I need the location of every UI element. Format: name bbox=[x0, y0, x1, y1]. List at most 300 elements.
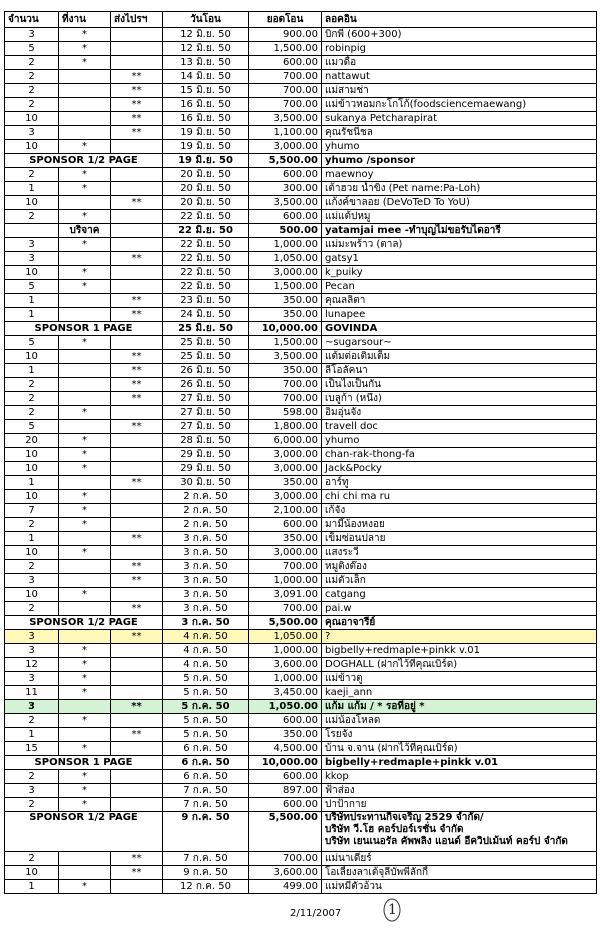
ship-cell: ** bbox=[111, 560, 163, 574]
amount-cell: 600.00 bbox=[249, 210, 322, 224]
amount-cell: 10,000.00 bbox=[249, 322, 322, 336]
stage-cell bbox=[59, 196, 111, 210]
ship-cell: ** bbox=[111, 852, 163, 866]
amount-cell: 5,500.00 bbox=[249, 616, 322, 630]
ship-cell: ** bbox=[111, 196, 163, 210]
login-cell: เข็มซ่อนปลาย bbox=[322, 532, 597, 546]
header-ship: ส่งไปรฯ bbox=[111, 12, 163, 28]
amount-cell: 1,050.00 bbox=[249, 252, 322, 266]
stage-cell bbox=[59, 126, 111, 140]
amount-cell: 900.00 bbox=[249, 28, 322, 42]
qty-cell: 1 bbox=[5, 364, 59, 378]
table-row bbox=[5, 84, 597, 98]
amount-cell: 700.00 bbox=[249, 378, 322, 392]
stage-cell: * bbox=[59, 434, 111, 448]
stage-cell: * bbox=[59, 588, 111, 602]
table-row bbox=[5, 476, 597, 490]
qty-cell: 2 bbox=[5, 84, 59, 98]
date-cell: 3 ก.ค. 50 bbox=[163, 546, 249, 560]
stage-cell: * bbox=[59, 880, 111, 894]
date-cell: 29 มิ.ย. 50 bbox=[163, 448, 249, 462]
ship-cell: ** bbox=[111, 700, 163, 714]
header-name: ลอคอิน bbox=[322, 12, 597, 28]
sponsor-label: SPONSOR 1/2 PAGE bbox=[5, 154, 163, 168]
qty-cell: 2 bbox=[5, 518, 59, 532]
table-row bbox=[5, 98, 597, 112]
date-cell: 4 ก.ค. 50 bbox=[163, 658, 249, 672]
qty-cell: 10 bbox=[5, 266, 59, 280]
ship-cell bbox=[111, 238, 163, 252]
date-cell: 3 ก.ค. 50 bbox=[163, 588, 249, 602]
table-row bbox=[5, 462, 597, 476]
qty-cell: 1 bbox=[5, 728, 59, 742]
qty-cell: 2 bbox=[5, 798, 59, 812]
qty-cell: 1 bbox=[5, 308, 59, 322]
table-row bbox=[5, 812, 597, 852]
stage-cell: * bbox=[59, 798, 111, 812]
ship-cell: ** bbox=[111, 112, 163, 126]
date-cell: 5 ก.ค. 50 bbox=[163, 714, 249, 728]
date-cell: 2 ก.ค. 50 bbox=[163, 490, 249, 504]
amount-cell: 700.00 bbox=[249, 392, 322, 406]
date-cell: 7 ก.ค. 50 bbox=[163, 852, 249, 866]
stage-cell bbox=[59, 392, 111, 406]
qty-cell: 1 bbox=[5, 532, 59, 546]
login-cell: ~sugarsour~ bbox=[322, 336, 597, 350]
login-cell: แก้ม แก้ม / * รอที่อยู่ * bbox=[322, 700, 597, 714]
amount-cell: 350.00 bbox=[249, 476, 322, 490]
date-cell: 26 มิ.ย. 50 bbox=[163, 364, 249, 378]
qty-cell: 15 bbox=[5, 742, 59, 756]
date-cell: 22 มิ.ย. 50 bbox=[163, 266, 249, 280]
date-cell: 2 ก.ค. 50 bbox=[163, 504, 249, 518]
table-row bbox=[5, 364, 597, 378]
date-cell: 19 มิ.ย. 50 bbox=[163, 154, 249, 168]
table-row bbox=[5, 518, 597, 532]
date-cell: 29 มิ.ย. 50 bbox=[163, 462, 249, 476]
stage-cell: * bbox=[59, 462, 111, 476]
amount-cell: 350.00 bbox=[249, 532, 322, 546]
login-cell: แม่มะพร้าว (ตาล) bbox=[322, 238, 597, 252]
table-row bbox=[5, 56, 597, 70]
stage-cell: * bbox=[59, 644, 111, 658]
qty-cell: 2 bbox=[5, 210, 59, 224]
stage-cell: * bbox=[59, 280, 111, 294]
ship-cell bbox=[111, 644, 163, 658]
table-row bbox=[5, 756, 597, 770]
login-cell: lunapee bbox=[322, 308, 597, 322]
qty-cell: 5 bbox=[5, 280, 59, 294]
stage-cell: * bbox=[59, 504, 111, 518]
qty-cell: 10 bbox=[5, 866, 59, 880]
stage-cell: * bbox=[59, 658, 111, 672]
date-cell: 3 ก.ค. 50 bbox=[163, 574, 249, 588]
ship-cell: ** bbox=[111, 350, 163, 364]
login-cell: คุณรัชนีชล bbox=[322, 126, 597, 140]
login-cell: maewnoy bbox=[322, 168, 597, 182]
amount-cell: 1,100.00 bbox=[249, 126, 322, 140]
amount-cell: 598.00 bbox=[249, 406, 322, 420]
ship-cell bbox=[111, 224, 163, 238]
date-cell: 25 มิ.ย. 50 bbox=[163, 322, 249, 336]
date-cell: 4 ก.ค. 50 bbox=[163, 630, 249, 644]
amount-cell: 350.00 bbox=[249, 364, 322, 378]
amount-cell: 600.00 bbox=[249, 518, 322, 532]
login-cell: เบลูก้า (หนึ่ง) bbox=[322, 392, 597, 406]
qty-cell: 2 bbox=[5, 378, 59, 392]
amount-cell: 300.00 bbox=[249, 182, 322, 196]
date-cell: 22 มิ.ย. 50 bbox=[163, 224, 249, 238]
date-cell: 22 มิ.ย. 50 bbox=[163, 238, 249, 252]
footer-date: 2/11/2007 bbox=[290, 908, 342, 919]
date-cell: 20 มิ.ย. 50 bbox=[163, 196, 249, 210]
table-row bbox=[5, 798, 597, 812]
amount-cell: 5,500.00 bbox=[249, 154, 322, 168]
stage-cell bbox=[59, 84, 111, 98]
qty-cell: 3 bbox=[5, 28, 59, 42]
login-cell: แม่หมีตัวอ้วน bbox=[322, 880, 597, 894]
stage-cell: * bbox=[59, 238, 111, 252]
date-cell: 30 มิ.ย. 50 bbox=[163, 476, 249, 490]
ship-cell bbox=[111, 784, 163, 798]
login-cell: yhumo /sponsor bbox=[322, 154, 597, 168]
login-cell: โรยจัง bbox=[322, 728, 597, 742]
table-row bbox=[5, 880, 597, 894]
table-row bbox=[5, 224, 597, 238]
ship-cell bbox=[111, 434, 163, 448]
table-row bbox=[5, 28, 597, 42]
qty-cell: 2 bbox=[5, 714, 59, 728]
table-row bbox=[5, 322, 597, 336]
amount-cell: 1,800.00 bbox=[249, 420, 322, 434]
date-cell: 5 ก.ค. 50 bbox=[163, 728, 249, 742]
table-row bbox=[5, 350, 597, 364]
qty-cell: 3 bbox=[5, 238, 59, 252]
table-row bbox=[5, 658, 597, 672]
stage-cell: * bbox=[59, 770, 111, 784]
sponsor-label: SPONSOR 1 PAGE bbox=[5, 322, 163, 336]
ship-cell: ** bbox=[111, 574, 163, 588]
ship-cell: ** bbox=[111, 308, 163, 322]
table-row bbox=[5, 406, 597, 420]
login-cell: robinpig bbox=[322, 42, 597, 56]
amount-cell: 3,000.00 bbox=[249, 490, 322, 504]
header-row bbox=[5, 12, 597, 28]
amount-cell: 350.00 bbox=[249, 728, 322, 742]
login-cell: ? bbox=[322, 630, 597, 644]
qty-cell: 3 bbox=[5, 672, 59, 686]
date-cell: 5 ก.ค. 50 bbox=[163, 672, 249, 686]
ship-cell bbox=[111, 770, 163, 784]
stage-cell: * bbox=[59, 266, 111, 280]
qty-cell: 3 bbox=[5, 126, 59, 140]
table-row bbox=[5, 672, 597, 686]
amount-cell: 499.00 bbox=[249, 880, 322, 894]
ship-cell: ** bbox=[111, 252, 163, 266]
date-cell: 12 มิ.ย. 50 bbox=[163, 28, 249, 42]
login-cell: แม่น้องโหลด bbox=[322, 714, 597, 728]
table-row bbox=[5, 280, 597, 294]
login-cell: หมูติงต๊อง bbox=[322, 560, 597, 574]
qty-cell: 10 bbox=[5, 350, 59, 364]
qty-cell: 10 bbox=[5, 196, 59, 210]
date-cell: 16 มิ.ย. 50 bbox=[163, 112, 249, 126]
date-cell: 24 มิ.ย. 50 bbox=[163, 308, 249, 322]
stage-cell bbox=[59, 560, 111, 574]
ship-cell bbox=[111, 266, 163, 280]
table-row bbox=[5, 560, 597, 574]
stage-cell bbox=[59, 852, 111, 866]
amount-cell: 1,050.00 bbox=[249, 700, 322, 714]
qty-cell: 7 bbox=[5, 504, 59, 518]
stage-cell: * bbox=[59, 518, 111, 532]
date-cell: 6 ก.ค. 50 bbox=[163, 770, 249, 784]
ship-cell bbox=[111, 280, 163, 294]
amount-cell: 1,000.00 bbox=[249, 238, 322, 252]
amount-cell: 1,500.00 bbox=[249, 42, 322, 56]
qty-cell: 10 bbox=[5, 140, 59, 154]
table-row bbox=[5, 546, 597, 560]
ship-cell: ** bbox=[111, 126, 163, 140]
qty-cell: 3 bbox=[5, 644, 59, 658]
amount-cell: 3,000.00 bbox=[249, 462, 322, 476]
amount-cell: 2,100.00 bbox=[249, 504, 322, 518]
qty-cell: 5 bbox=[5, 336, 59, 350]
date-cell: 4 ก.ค. 50 bbox=[163, 644, 249, 658]
amount-cell: 3,500.00 bbox=[249, 112, 322, 126]
stage-cell: * bbox=[59, 686, 111, 700]
ship-cell bbox=[111, 880, 163, 894]
stage-cell: * bbox=[59, 210, 111, 224]
stage-cell: * bbox=[59, 742, 111, 756]
login-cell: โอเลี้ยงลาเต้จุลีบัพพี่ลักกี้ bbox=[322, 866, 597, 880]
login-cell: อาร์ทู bbox=[322, 476, 597, 490]
login-cell: เก้จัง bbox=[322, 504, 597, 518]
date-cell: 20 มิ.ย. 50 bbox=[163, 168, 249, 182]
ship-cell bbox=[111, 658, 163, 672]
stage-cell: บริจาค bbox=[59, 224, 111, 238]
table-row bbox=[5, 616, 597, 630]
qty-cell: 3 bbox=[5, 784, 59, 798]
amount-cell: 1,000.00 bbox=[249, 672, 322, 686]
qty-cell: 2 bbox=[5, 770, 59, 784]
table-row bbox=[5, 574, 597, 588]
table-row bbox=[5, 434, 597, 448]
amount-cell: 3,000.00 bbox=[249, 266, 322, 280]
ship-cell: ** bbox=[111, 378, 163, 392]
stage-cell: * bbox=[59, 406, 111, 420]
qty-cell: 11 bbox=[5, 686, 59, 700]
ship-cell: ** bbox=[111, 294, 163, 308]
amount-cell: 3,600.00 bbox=[249, 866, 322, 880]
table-row bbox=[5, 448, 597, 462]
ship-cell bbox=[111, 406, 163, 420]
amount-cell: 3,500.00 bbox=[249, 350, 322, 364]
stage-cell: * bbox=[59, 140, 111, 154]
amount-cell: 600.00 bbox=[249, 168, 322, 182]
ship-cell: ** bbox=[111, 630, 163, 644]
stage-cell: * bbox=[59, 56, 111, 70]
table-row bbox=[5, 852, 597, 866]
header-amount: ยอดโอน bbox=[249, 12, 322, 28]
stage-cell: * bbox=[59, 42, 111, 56]
date-cell: 3 ก.ค. 50 bbox=[163, 560, 249, 574]
qty-cell: 2 bbox=[5, 70, 59, 84]
table-row bbox=[5, 392, 597, 406]
login-cell: Jack&Pocky bbox=[322, 462, 597, 476]
table-row bbox=[5, 70, 597, 84]
stage-cell: * bbox=[59, 546, 111, 560]
login-cell: gatsy1 bbox=[322, 252, 597, 266]
amount-cell: 1,500.00 bbox=[249, 280, 322, 294]
login-cell: DOGHALL (ฝากไว้ที่คุณเบิร์ด) bbox=[322, 658, 597, 672]
table-row bbox=[5, 140, 597, 154]
date-cell: 3 ก.ค. 50 bbox=[163, 602, 249, 616]
login-cell: ลีโอลัคนา bbox=[322, 364, 597, 378]
amount-cell: 700.00 bbox=[249, 560, 322, 574]
amount-cell: 3,500.00 bbox=[249, 196, 322, 210]
amount-cell: 600.00 bbox=[249, 770, 322, 784]
sponsor-label: SPONSOR 1 PAGE bbox=[5, 756, 163, 770]
login-cell: GOVINDA bbox=[322, 322, 597, 336]
login-cell: yhumo bbox=[322, 434, 597, 448]
date-cell: 12 มิ.ย. 50 bbox=[163, 42, 249, 56]
ship-cell bbox=[111, 504, 163, 518]
stage-cell bbox=[59, 574, 111, 588]
sponsor-label: SPONSOR 1/2 PAGE bbox=[5, 812, 163, 852]
amount-cell: 1,500.00 bbox=[249, 336, 322, 350]
table-row bbox=[5, 784, 597, 798]
ship-cell: ** bbox=[111, 392, 163, 406]
amount-cell: 5,500.00 bbox=[249, 812, 322, 852]
login-cell: มามี๊น้องหงอย bbox=[322, 518, 597, 532]
qty-cell: 3 bbox=[5, 574, 59, 588]
stage-cell bbox=[59, 728, 111, 742]
page-number: 1 bbox=[388, 902, 397, 918]
ship-cell bbox=[111, 742, 163, 756]
qty-cell: 12 bbox=[5, 658, 59, 672]
amount-cell: 1,050.00 bbox=[249, 630, 322, 644]
date-cell: 27 มิ.ย. 50 bbox=[163, 406, 249, 420]
date-cell: 26 มิ.ย. 50 bbox=[163, 378, 249, 392]
login-cell: yhumo bbox=[322, 140, 597, 154]
stage-cell: * bbox=[59, 168, 111, 182]
stage-cell: * bbox=[59, 182, 111, 196]
table-row bbox=[5, 294, 597, 308]
qty-cell bbox=[5, 224, 59, 238]
login-cell: แม่ข้าวหอมกะโกโก้(foodsciencemaewang) bbox=[322, 98, 597, 112]
ship-cell bbox=[111, 448, 163, 462]
ship-cell bbox=[111, 798, 163, 812]
ship-cell: ** bbox=[111, 70, 163, 84]
header-date: วันโอน bbox=[163, 12, 249, 28]
ship-cell bbox=[111, 546, 163, 560]
ship-cell: ** bbox=[111, 728, 163, 742]
stage-cell bbox=[59, 112, 111, 126]
amount-cell: 4,500.00 bbox=[249, 742, 322, 756]
qty-cell: 2 bbox=[5, 560, 59, 574]
stage-cell bbox=[59, 252, 111, 266]
login-cell bbox=[322, 812, 597, 852]
date-cell: 6 ก.ค. 50 bbox=[163, 742, 249, 756]
stage-cell bbox=[59, 532, 111, 546]
login-cell: แต้มต่อเติมเต็ม bbox=[322, 350, 597, 364]
date-cell: 6 ก.ค. 50 bbox=[163, 756, 249, 770]
qty-cell: 2 bbox=[5, 392, 59, 406]
date-cell: 22 มิ.ย. 50 bbox=[163, 210, 249, 224]
amount-cell: 3,600.00 bbox=[249, 658, 322, 672]
qty-cell: 10 bbox=[5, 462, 59, 476]
date-cell: 28 มิ.ย. 50 bbox=[163, 434, 249, 448]
stage-cell bbox=[59, 98, 111, 112]
table-row bbox=[5, 644, 597, 658]
login-cell: บิกพี (600+300) bbox=[322, 28, 597, 42]
amount-cell: 700.00 bbox=[249, 70, 322, 84]
stage-cell bbox=[59, 364, 111, 378]
ship-cell bbox=[111, 490, 163, 504]
amount-cell: 897.00 bbox=[249, 784, 322, 798]
login-cell: ปาป้ากาย bbox=[322, 798, 597, 812]
date-cell: 3 ก.ค. 50 bbox=[163, 616, 249, 630]
date-cell: 14 มิ.ย. 50 bbox=[163, 70, 249, 84]
login-cell: บ้าน จ.จาน (ฝากไว้ที่คุณเบิร์ด) bbox=[322, 742, 597, 756]
qty-cell: 1 bbox=[5, 476, 59, 490]
qty-cell: 2 bbox=[5, 56, 59, 70]
amount-cell: 500.00 bbox=[249, 224, 322, 238]
table-row bbox=[5, 490, 597, 504]
login-cell: catgang bbox=[322, 588, 597, 602]
qty-cell: 2 bbox=[5, 406, 59, 420]
stage-cell bbox=[59, 294, 111, 308]
stage-cell: * bbox=[59, 336, 111, 350]
table-row bbox=[5, 630, 597, 644]
date-cell: 25 มิ.ย. 50 bbox=[163, 350, 249, 364]
table-row bbox=[5, 866, 597, 880]
qty-cell: 2 bbox=[5, 98, 59, 112]
login-cell: แม่ข้าวตู bbox=[322, 672, 597, 686]
table-row bbox=[5, 42, 597, 56]
table-row bbox=[5, 532, 597, 546]
ship-cell bbox=[111, 140, 163, 154]
ship-cell bbox=[111, 168, 163, 182]
transfer-table bbox=[4, 11, 597, 894]
amount-cell: 600.00 bbox=[249, 798, 322, 812]
amount-cell: 10,000.00 bbox=[249, 756, 322, 770]
date-cell: 27 มิ.ย. 50 bbox=[163, 392, 249, 406]
login-cell: chan-rak-thong-fa bbox=[322, 448, 597, 462]
date-cell: 22 มิ.ย. 50 bbox=[163, 280, 249, 294]
login-cell: sukanya Petcharapirat bbox=[322, 112, 597, 126]
table-row bbox=[5, 210, 597, 224]
qty-cell: 5 bbox=[5, 420, 59, 434]
qty-cell: 2 bbox=[5, 168, 59, 182]
login-cell: pai.w bbox=[322, 602, 597, 616]
date-cell: 25 มิ.ย. 50 bbox=[163, 336, 249, 350]
table-row bbox=[5, 602, 597, 616]
date-cell: 19 มิ.ย. 50 bbox=[163, 140, 249, 154]
qty-cell: 10 bbox=[5, 448, 59, 462]
table-row bbox=[5, 308, 597, 322]
amount-cell: 350.00 bbox=[249, 308, 322, 322]
qty-cell: 1 bbox=[5, 294, 59, 308]
login-cell: kaeji_ann bbox=[322, 686, 597, 700]
qty-cell: 3 bbox=[5, 630, 59, 644]
date-cell: 3 ก.ค. 50 bbox=[163, 532, 249, 546]
ship-cell: ** bbox=[111, 98, 163, 112]
date-cell: 16 มิ.ย. 50 bbox=[163, 98, 249, 112]
stage-cell: * bbox=[59, 490, 111, 504]
login-cell: แม่สามช่า bbox=[322, 84, 597, 98]
